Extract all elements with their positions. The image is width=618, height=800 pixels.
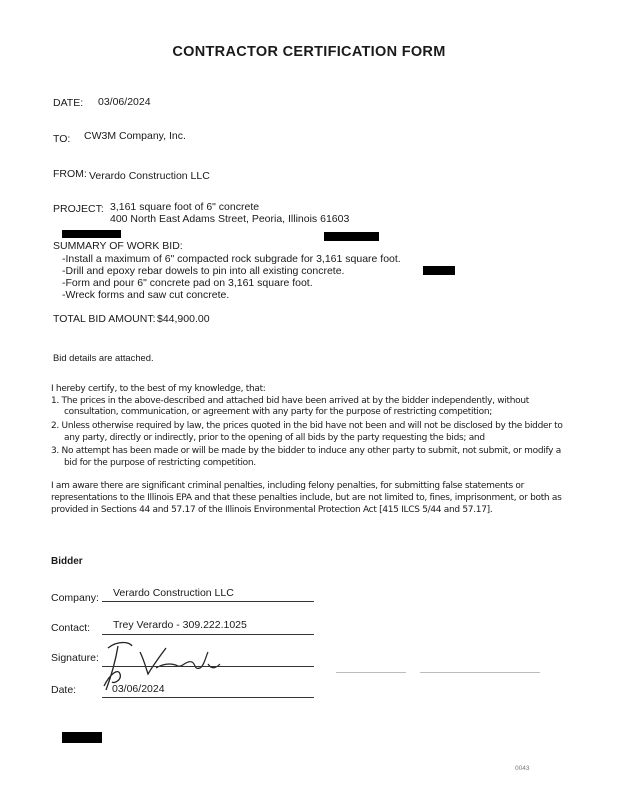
page-stamp: 0043 — [515, 765, 530, 772]
certification-item-2-cont: any party, directly or indirectly, prior to the opening of all bids by the party requesting the bids; and — [64, 433, 485, 443]
date-signed-label: Date: — [51, 684, 77, 696]
contact-label: Contact: — [51, 622, 91, 634]
certification-item-1-cont: consultation, communication, or agreement with any party for the purpose of restricting competition; — [64, 407, 492, 417]
work-item: -Wreck forms and saw cut concrete. — [62, 289, 230, 301]
date-underline — [102, 697, 314, 698]
form-title: CONTRACTOR CERTIFICATION FORM — [172, 44, 446, 60]
redaction-bar — [62, 230, 121, 238]
certification-item-3-cont: bid for the purpose of restricting competition. — [64, 458, 256, 468]
certification-item-3: 3. No attempt has been made or will be made by the bidder to induce any other party to submit, not submit, or modify a — [51, 446, 561, 456]
from-value: Verardo Construction LLC — [89, 170, 210, 182]
project-label: PROJECT: — [53, 203, 104, 215]
redaction-bar — [324, 232, 379, 241]
penalty-statement-line-3: provided in Sections 44 and 57.17 of the Illinois Environmental Protection Act [415 ILCS 5/44 and 57.17]. — [51, 505, 493, 515]
contact-value: Trey Verardo - 309.222.1025 — [113, 619, 247, 631]
redaction-bar — [423, 266, 455, 275]
work-item: -Install a maximum of 6" compacted rock subgrade for 3,161 square foot. — [62, 253, 401, 265]
redaction-bar — [62, 732, 102, 743]
date-signed-value: 03/06/2024 — [112, 683, 165, 695]
total-value: $44,900.00 — [157, 313, 210, 325]
signature-underline — [102, 666, 314, 667]
work-item: -Form and pour 6" concrete pad on 3,161 square foot. — [62, 277, 313, 289]
certification-item-1: 1. The prices in the above-described and attached bid have been arrived at by the bidder independently, without — [51, 396, 530, 406]
faint-scan-line — [420, 672, 540, 673]
signature-label: Signature: — [51, 652, 99, 664]
project-line-2: 400 North East Adams Street, Peoria, Illinois 61603 — [110, 213, 350, 225]
certification-intro: I hereby certify, to the best of my knowledge, that: — [51, 384, 266, 394]
company-label: Company: — [51, 592, 99, 604]
project-line-1: 3,161 square foot of 6" concrete — [110, 201, 260, 213]
penalty-statement-line-2: representations to the Illinois EPA and that these penalties include, but are not limited to, fines, imprisonment, or both as — [51, 493, 562, 503]
to-label: TO: — [53, 133, 71, 145]
certification-item-2: 2. Unless otherwise required by law, the prices quoted in the bid have not been and will not be disclosed by the bidder to — [51, 421, 563, 431]
date-label: DATE: — [53, 97, 84, 109]
company-value: Verardo Construction LLC — [113, 587, 234, 599]
from-label: FROM: — [53, 168, 87, 180]
to-value: CW3M Company, Inc. — [84, 130, 186, 142]
total-label: TOTAL BID AMOUNT: — [53, 313, 156, 325]
faint-scan-line — [336, 672, 406, 673]
company-underline — [102, 601, 314, 602]
summary-label: SUMMARY OF WORK BID: — [53, 240, 183, 252]
bid-details-note: Bid details are attached. — [53, 352, 154, 363]
work-item: -Drill and epoxy rebar dowels to pin into all existing concrete. — [62, 265, 345, 277]
penalty-statement-line-1: I am aware there are significant criminal penalties, including felony penalties, for submitting false statements or — [51, 481, 525, 491]
date-value: 03/06/2024 — [98, 96, 151, 108]
bidder-heading: Bidder — [51, 556, 83, 567]
